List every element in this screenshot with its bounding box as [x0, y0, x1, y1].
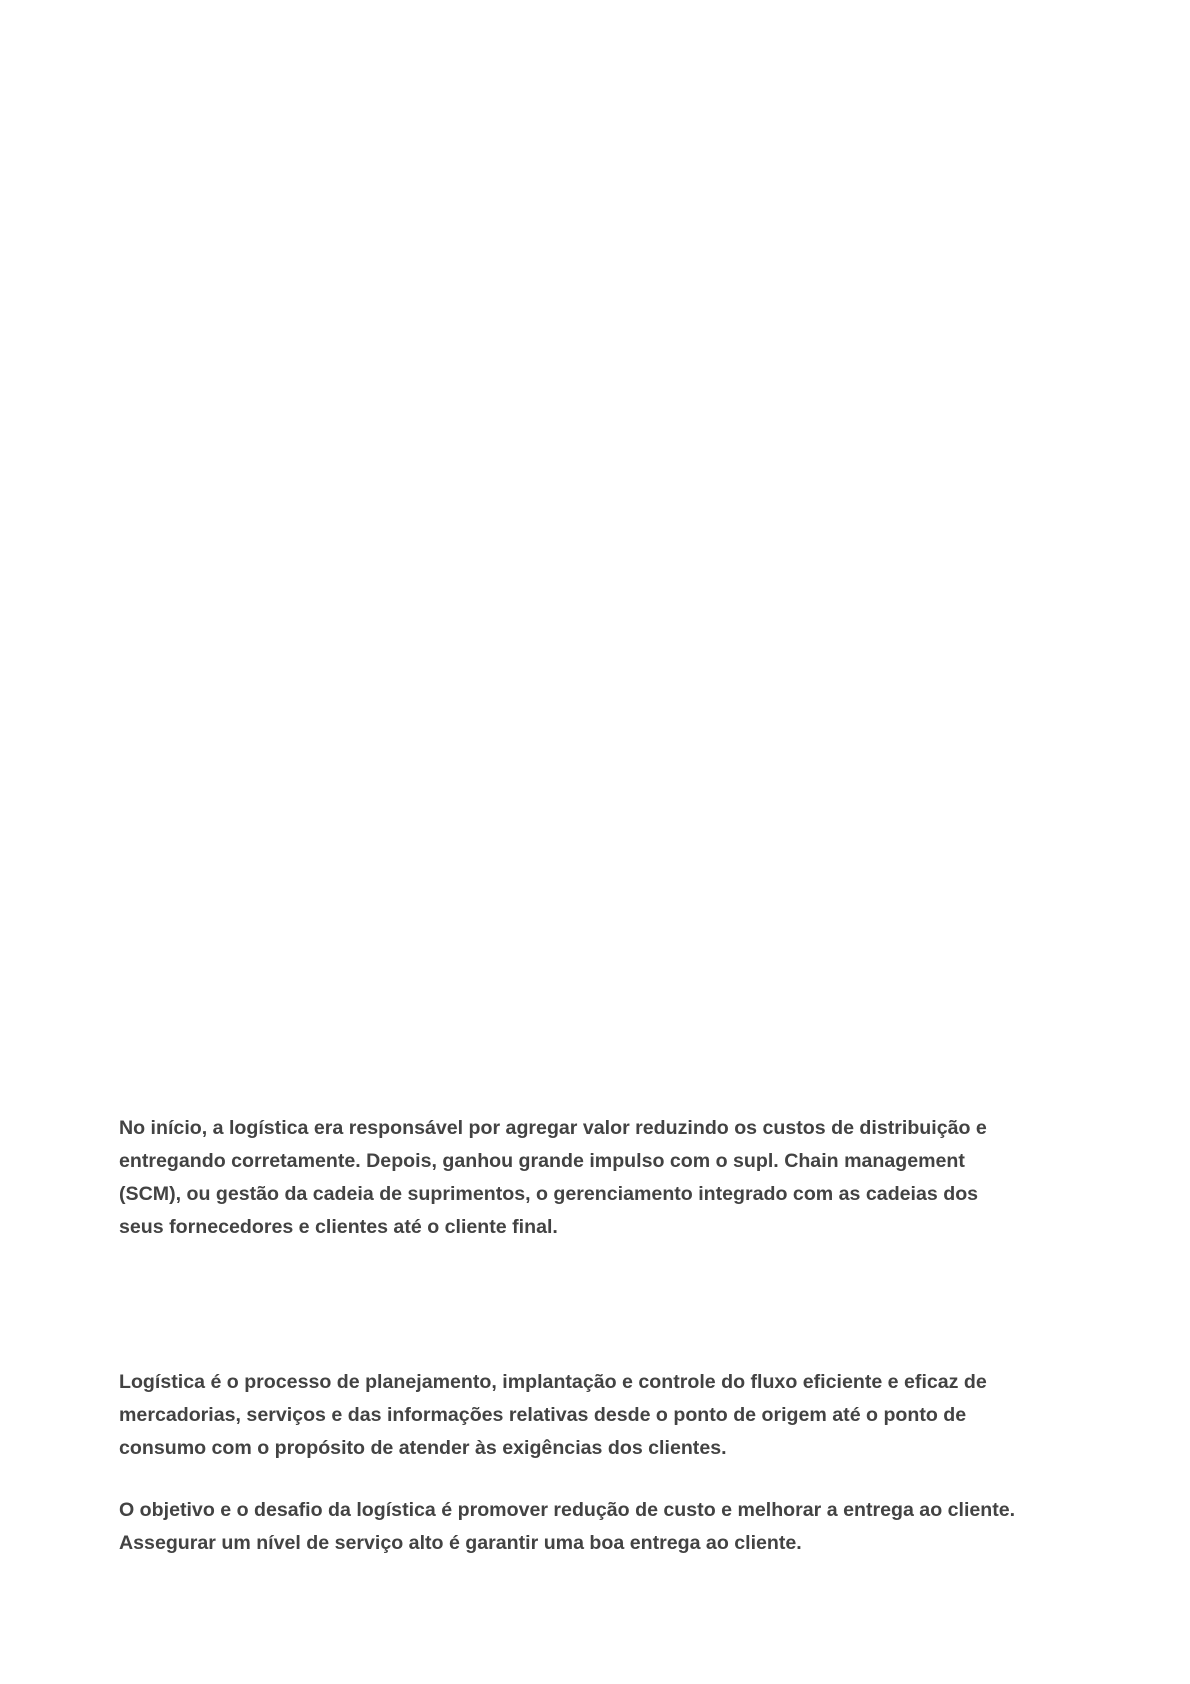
paragraph-logistics-objective	[119, 1494, 1079, 1560]
text-line: No início, a logística era responsável por agregar valor reduzindo os custos de distribuição e	[119, 1117, 987, 1139]
text-line: consumo com o propósito de atender às exigências dos clientes.	[119, 1437, 727, 1459]
text-line: mercadorias, serviços e das informações relativas desde o ponto de origem até o ponto de	[119, 1404, 967, 1426]
text-line: Assegurar um nível de serviço alto é garantir uma boa entrega ao cliente.	[119, 1532, 802, 1554]
text-line: entregando corretamente. Depois, ganhou grande impulso com o supl. Chain management	[119, 1150, 965, 1172]
paragraph-logistics-definition	[119, 1366, 1079, 1465]
text-line: O objetivo e o desafio da logística é promover redução de custo e melhorar a entrega ao cliente.	[119, 1499, 1016, 1521]
text-line: seus fornecedores e clientes até o cliente final.	[119, 1216, 558, 1238]
text-line: (SCM), ou gestão da cadeia de suprimentos, o gerenciamento integrado com as cadeias dos	[119, 1183, 979, 1205]
text-line: Logística é o processo de planejamento, implantação e controle do fluxo eficiente e eficaz de	[119, 1371, 987, 1393]
paragraph-logistics-history	[119, 1112, 1079, 1244]
